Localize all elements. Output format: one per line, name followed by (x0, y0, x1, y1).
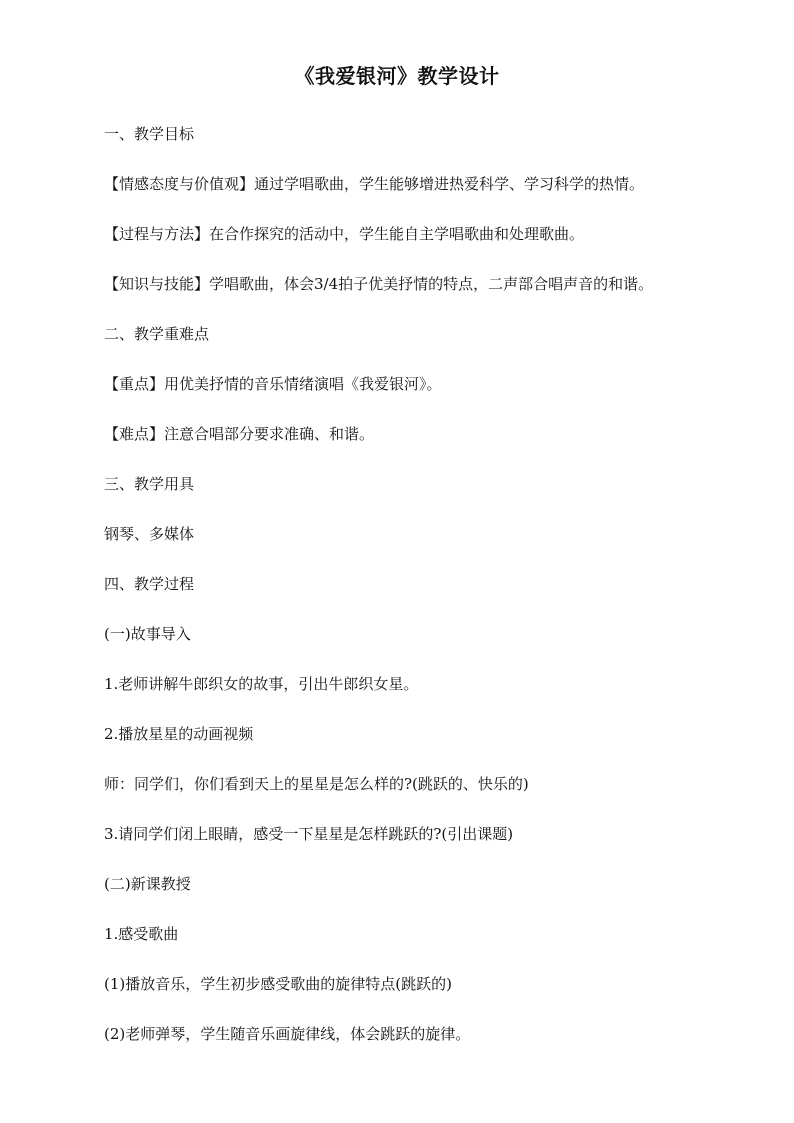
paragraph-knowledge-goal: 【知识与技能】学唱歌曲，体会3/4拍子优美抒情的特点，二声部合唱声音的和谐。 (104, 275, 654, 293)
paragraph-teacher-question: 师：同学们，你们看到天上的星星是怎么样的?(跳跃的、快乐的) (104, 775, 529, 793)
list-item-piano: (2)老师弹琴，学生随音乐画旋律线，体会跳跃的旋律。 (104, 1025, 471, 1043)
paragraph-difficult-point: 【难点】注意合唱部分要求准确、和谐。 (104, 425, 375, 443)
document-title: 《我爱银河》教学设计 (294, 64, 500, 88)
list-item-feel-song: 1.感受歌曲 (104, 925, 179, 943)
heading-teaching-tools: 三、教学用具 (104, 475, 195, 493)
paragraph-key-point: 【重点】用优美抒情的音乐情绪演唱《我爱银河》。 (104, 375, 442, 393)
heading-teaching-process: 四、教学过程 (104, 575, 195, 593)
list-item-close-eyes: 3.请同学们闭上眼睛，感受一下星星是怎样跳跃的?(引出课题) (104, 825, 514, 843)
list-item-story: 1.老师讲解牛郎织女的故事，引出牛郎织女星。 (104, 675, 419, 693)
list-item-play-music: (1)播放音乐，学生初步感受歌曲的旋律特点(跳跃的) (104, 975, 452, 993)
subheading-new-lesson: (二)新课教授 (104, 875, 191, 893)
paragraph-tools: 钢琴、多媒体 (104, 525, 195, 543)
heading-key-points: 二、教学重难点 (104, 325, 210, 343)
list-item-video: 2.播放星星的动画视频 (104, 725, 254, 743)
subheading-story-intro: (一)故事导入 (104, 625, 191, 643)
paragraph-emotion-goal: 【情感态度与价值观】通过学唱歌曲，学生能够增进热爱科学、学习科学的热情。 (104, 175, 645, 193)
paragraph-process-goal: 【过程与方法】在合作探究的活动中，学生能自主学唱歌曲和处理歌曲。 (104, 225, 585, 243)
heading-teaching-goals: 一、教学目标 (104, 125, 195, 143)
